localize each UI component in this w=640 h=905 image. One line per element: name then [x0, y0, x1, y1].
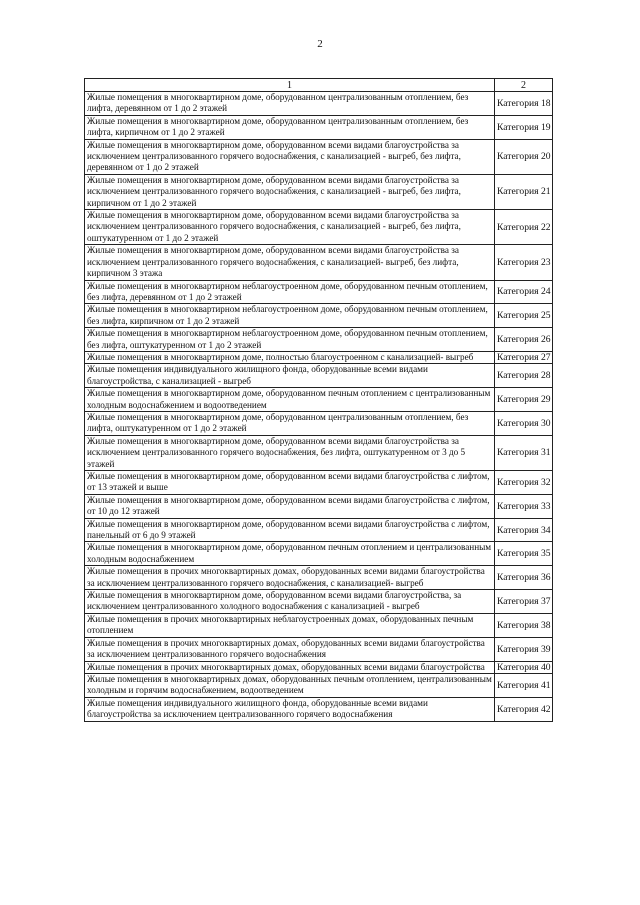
housing-description: Жилые помещения в многоквартирном неблагоустроенном доме, оборудованном печным отоплением, без лифта, кирпичном от 1 до 2 этажей: [85, 304, 495, 328]
table-row: [85, 673, 553, 697]
housing-description: Жилые помещения в многоквартирном доме, полностью благоустроенном с канализацией- выгреб: [85, 351, 495, 363]
housing-description: Жилые помещения в многоквартирных домах, оборудованных печным отоплением, централизованным холодным и горячим водоснабжением, водоотведением: [85, 673, 495, 697]
category-label: Категория 33: [495, 494, 553, 518]
column-header-1: 1: [85, 79, 495, 92]
housing-description: Жилые помещения в прочих многоквартирных домах, оборудованных всеми видами благоустройства за исключением централизованного горячего водоснабжения: [85, 637, 495, 661]
housing-description: Жилые помещения в прочих многоквартирных домах, оборудованных всеми видами благоустройства за исключением централизованного горячего водоснабжения, с канализацией- выгреб: [85, 566, 495, 590]
category-label: Категория 30: [495, 411, 553, 435]
table-row: [85, 304, 553, 328]
housing-description: Жилые помещения в многоквартирном доме, оборудованном централизованным отоплением, без лифта, оштукатуренном от 1 до 2 этажей: [85, 411, 495, 435]
housing-description: Жилые помещения в многоквартирном доме, оборудованном печным отоплением и централизованным холодным водоснабжением: [85, 542, 495, 566]
housing-description: Жилые помещения в многоквартирном доме, оборудованном всеми видами благоустройства за исключением централизованного горячего водоснабжения, с канализацией - выгреб, без лифта, оштукатуренном от 1 до 2 этажей: [85, 210, 495, 245]
category-label: Категория 36: [495, 566, 553, 590]
housing-description: Жилые помещения в многоквартирном доме, оборудованном всеми видами благоустройства с лифтом, панельный от 6 до 9 этажей: [85, 518, 495, 542]
column-header-2: 2: [495, 79, 553, 92]
table-row: [85, 174, 553, 209]
category-label: Категория 25: [495, 304, 553, 328]
housing-description: Жилые помещения в многоквартирном доме, оборудованном всеми видами благоустройства за исключением централизованного горячего водоснабжения, с канализацией- выгреб, без лифта, кирпичном 3 этажа: [85, 245, 495, 280]
housing-description: Жилые помещения в многоквартирном доме, оборудованном централизованным отоплением, без лифта, кирпичном от 1 до 2 этажей: [85, 115, 495, 139]
category-label: Категория 18: [495, 92, 553, 116]
housing-description: Жилые помещения в прочих многоквартирных неблагоустроенных домах, оборудованных печным отоплением: [85, 613, 495, 637]
category-label: Категория 41: [495, 673, 553, 697]
table-row: [85, 139, 553, 174]
table-row: [85, 364, 553, 388]
housing-description: Жилые помещения в многоквартирном неблагоустроенном доме, оборудованном печным отоплением, без лифта, оштукатуренном от 1 до 2 этажей: [85, 328, 495, 352]
table-row: [85, 245, 553, 280]
table-row: [85, 435, 553, 470]
category-label: Категория 24: [495, 280, 553, 304]
housing-description: Жилые помещения в прочих многоквартирных домах, оборудованных всеми видами благоустройства: [85, 661, 495, 673]
category-label: Категория 27: [495, 351, 553, 363]
table-row: [85, 388, 553, 412]
category-label: Категория 22: [495, 210, 553, 245]
table-row: [85, 697, 553, 721]
housing-description: Жилые помещения в многоквартирном доме, оборудованном всеми видами благоустройства за исключением централизованного горячего водоснабжения, без лифта, оштукатуренном от 3 до 5 этажей: [85, 435, 495, 470]
table-body: [85, 92, 553, 722]
table-row: [85, 542, 553, 566]
housing-description: Жилые помещения в многоквартирном доме, оборудованном печным отоплением с централизованным холодным водоснабжением и водоотведением: [85, 388, 495, 412]
housing-description: Жилые помещения в многоквартирном доме, оборудованном централизованным отоплением, без лифта, деревянном от 1 до 2 этажей: [85, 92, 495, 116]
table-row: [85, 494, 553, 518]
category-label: Категория 29: [495, 388, 553, 412]
table-row: [85, 115, 553, 139]
category-label: Категория 40: [495, 661, 553, 673]
table-row: [85, 518, 553, 542]
table-row: [85, 280, 553, 304]
category-label: Категория 20: [495, 139, 553, 174]
table-row: [85, 613, 553, 637]
housing-description: Жилые помещения в многоквартирном неблагоустроенном доме, оборудованном печным отоплением, без лифта, деревянном от 1 до 2 этажей: [85, 280, 495, 304]
housing-description: Жилые помещения в многоквартирном доме, оборудованном всеми видами благоустройства с лифтом, от 10 до 12 этажей: [85, 494, 495, 518]
housing-description: Жилые помещения в многоквартирном доме, оборудованном всеми видами благоустройства за исключением централизованного горячего водоснабжения, с канализацией - выгреб, без лифта, деревянном от 1 до 2 этажей: [85, 139, 495, 174]
category-label: Категория 35: [495, 542, 553, 566]
table-row: [85, 590, 553, 614]
category-table: [84, 78, 553, 722]
table-row: [85, 92, 553, 116]
category-label: Категория 37: [495, 590, 553, 614]
table-row: [85, 471, 553, 495]
table-row: [85, 210, 553, 245]
category-label: Категория 19: [495, 115, 553, 139]
page-number: 2: [317, 38, 323, 50]
housing-description: Жилые помещения в многоквартирном доме, оборудованном всеми видами благоустройства, за исключением централизованного холодного водоснабжения с канализацией - выгреб: [85, 590, 495, 614]
housing-description: Жилые помещения в многоквартирном доме, оборудованном всеми видами благоустройства за исключением централизованного горячего водоснабжения, с канализацией - выгреб, без лифта, кирпичном от 1 до 2 этажей: [85, 174, 495, 209]
table-header-row: [85, 79, 553, 92]
category-label: Категория 21: [495, 174, 553, 209]
category-label: Категория 32: [495, 471, 553, 495]
category-label: Категория 42: [495, 697, 553, 721]
housing-description: Жилые помещения индивидуального жилищного фонда, оборудованные всеми видами благоустройства, с канализацией - выгреб: [85, 364, 495, 388]
table-row: [85, 661, 553, 673]
category-label: Категория 39: [495, 637, 553, 661]
table-row: [85, 566, 553, 590]
category-label: Категория 23: [495, 245, 553, 280]
category-label: Категория 38: [495, 613, 553, 637]
table-row: [85, 637, 553, 661]
category-label: Категория 34: [495, 518, 553, 542]
housing-description: Жилые помещения индивидуального жилищного фонда, оборудованные всеми видами благоустройства за исключением централизованного горячего водоснабжения: [85, 697, 495, 721]
table-row: [85, 328, 553, 352]
category-label: Категория 28: [495, 364, 553, 388]
table-row: [85, 411, 553, 435]
table-row: [85, 351, 553, 363]
category-label: Категория 31: [495, 435, 553, 470]
housing-description: Жилые помещения в многоквартирном доме, оборудованном всеми видами благоустройства с лифтом, от 13 этажей и выше: [85, 471, 495, 495]
category-label: Категория 26: [495, 328, 553, 352]
